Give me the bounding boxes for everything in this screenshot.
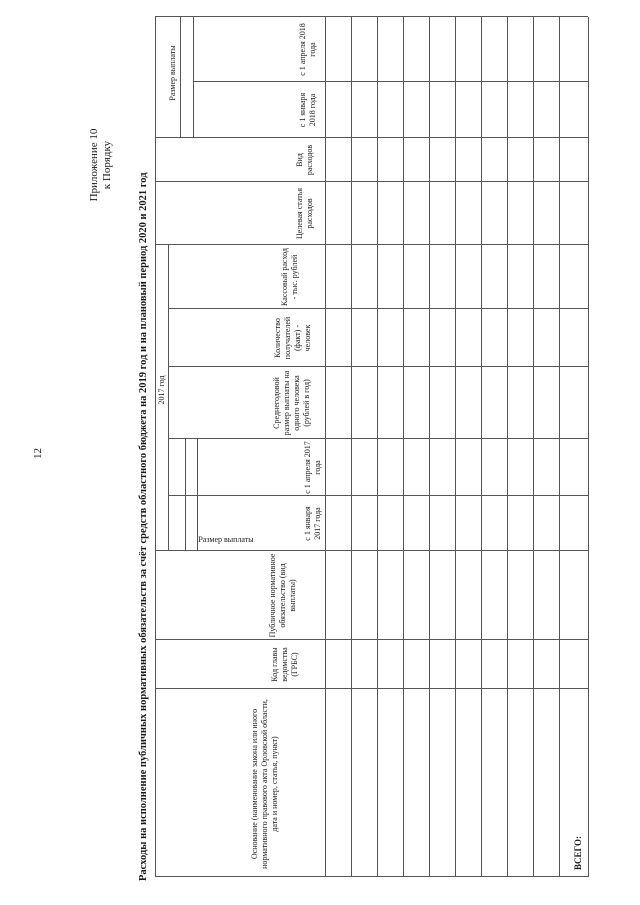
table-line <box>155 17 156 877</box>
table-line <box>168 366 588 367</box>
table-title: Расходы на исполнение публичных нормативных обязательств за счёт средств областного бюджета на 2019 год и на плановый период 2020 и 2021 год <box>138 172 149 881</box>
table-line <box>559 17 560 877</box>
table-line <box>429 17 430 877</box>
header-apr-2018: с 1 апреля 2018 года <box>298 23 317 76</box>
header-jan-2017: с 1 января 2017 года <box>303 506 322 541</box>
table-line <box>155 688 588 689</box>
header-recipients: Количество получателей (факт) - человек <box>272 316 312 360</box>
table-line <box>155 181 588 182</box>
table-line <box>193 17 194 138</box>
page-number: 12 <box>32 448 44 459</box>
table-line <box>588 17 589 877</box>
table-line <box>351 17 352 877</box>
table-line <box>533 17 534 877</box>
appendix-line-2: к Порядку <box>101 140 113 190</box>
header-payout-size-2018: Размер выплаты <box>168 45 177 101</box>
table-line <box>507 17 508 877</box>
table-line <box>155 639 588 640</box>
table-line <box>168 308 588 309</box>
header-basis: Основание (наименование закона или иного нормативного правового акта Орловской области, дата и номер, статья, пункт) <box>250 699 279 869</box>
header-jan-2018: с 1 января 2018 года <box>298 92 317 128</box>
table-line <box>180 17 181 138</box>
header-payout-size-2017: Размер выплаты <box>198 535 254 544</box>
table-line <box>168 245 169 551</box>
table-line <box>481 17 482 877</box>
header-grbs: Код главы ведомства (ГРБС) <box>270 647 299 682</box>
table-line <box>168 495 588 496</box>
header-year-2017: 2017 год <box>157 375 166 405</box>
table-line <box>155 16 588 17</box>
header-target-item: Целевая статья расходов <box>295 187 314 240</box>
table-line <box>455 17 456 877</box>
table-line <box>193 81 588 82</box>
table-line <box>155 876 588 877</box>
table-line <box>155 137 588 138</box>
header-obligation: Публичное нормативное обязательство (вид выплаты) <box>267 553 297 638</box>
table-line <box>403 17 404 877</box>
appendix-line-1: Приложение 10 <box>88 128 100 202</box>
header-apr-2017: с 1 апреля 2017 года <box>303 441 322 494</box>
header-expense-type: Вид расходов <box>295 144 314 176</box>
table-line <box>377 17 378 877</box>
table-line <box>168 438 588 439</box>
header-cash-expense: Кассовый расход - тыс. рублей <box>280 248 299 306</box>
table-line <box>155 550 588 551</box>
table-line <box>155 244 588 245</box>
header-avg-payout: Среднегодовой размер выплаты на одного человека (рублей в год) <box>272 370 311 436</box>
total-label: ВСЕГО: <box>573 835 583 870</box>
